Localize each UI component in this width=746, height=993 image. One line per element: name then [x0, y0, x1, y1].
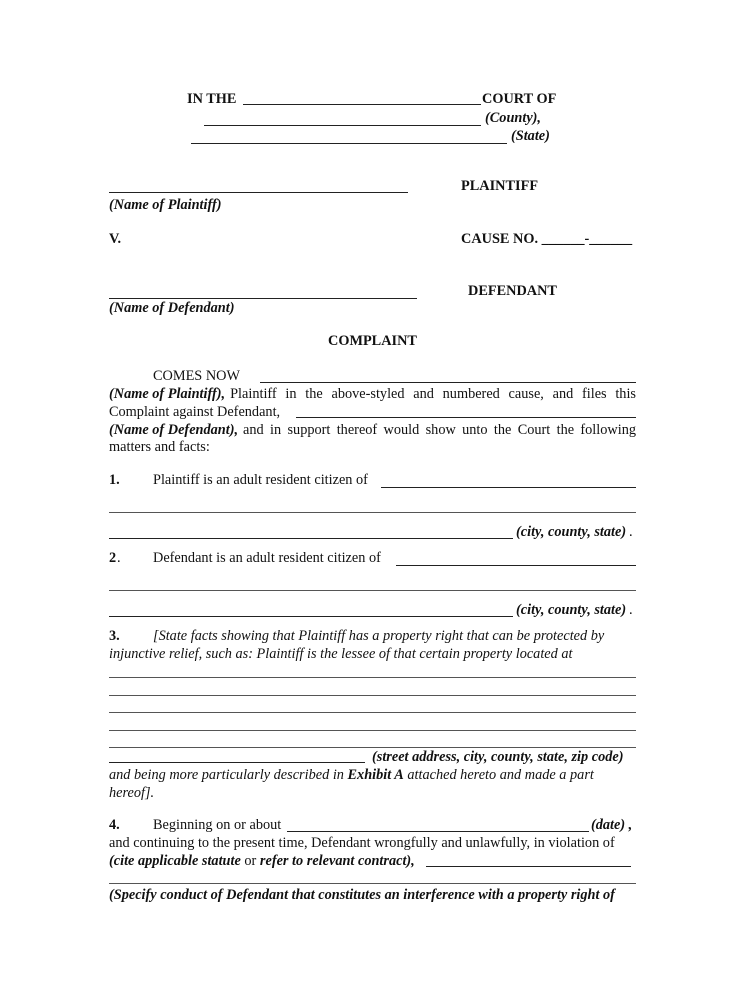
intro-name-of-defendant: (Name of Defendant),: [109, 422, 239, 438]
property-blank-1[interactable]: [109, 677, 636, 678]
date-blank[interactable]: [287, 831, 589, 832]
county-label: (County),: [485, 110, 542, 126]
defendant-against-blank[interactable]: [296, 417, 636, 418]
intro-line-4: [109, 421, 636, 439]
para-3-line-4: hereof].: [109, 785, 155, 801]
property-blank-3[interactable]: [109, 712, 636, 713]
cause-number: CAUSE NO. ______-______: [461, 231, 633, 247]
para-2-suffix: (city, county, state): [516, 602, 627, 618]
intro-name-of-plaintiff: (Name of Plaintiff),: [109, 386, 226, 402]
para-4-line-2: and continuing to the present time, Defendant wrongfully and unlawfully, in violation of: [109, 835, 615, 851]
exhibit-a-reference: Exhibit A: [347, 767, 404, 783]
para-1-period: .: [629, 524, 633, 540]
name-of-defendant-caption: (Name of Defendant): [109, 300, 235, 316]
plaintiff-residence-blank-2[interactable]: [109, 512, 636, 513]
intro-line-3-text: Complaint against Defendant,: [109, 404, 281, 420]
para-3-line-3: [109, 766, 594, 784]
para-4-date-comma: ,: [628, 817, 632, 833]
street-address-blank[interactable]: [109, 762, 365, 763]
plaintiff-label: PLAINTIFF: [461, 178, 539, 194]
intro-line-5-text: matters and facts:: [109, 439, 210, 455]
plaintiff-residence-blank-1[interactable]: [381, 487, 636, 488]
para-3-address-suffix: (street address, city, county, state, zip code): [372, 749, 624, 765]
para-1-text: Plaintiff is an adult resident citizen of: [153, 472, 368, 488]
defendant-residence-blank-3[interactable]: [109, 616, 513, 617]
para-4-line-3: [109, 852, 415, 870]
para-2-text: Defendant is an adult resident citizen of: [153, 550, 381, 566]
para-3-line-3-b: attached hereto and made a part: [407, 767, 594, 783]
court-name-blank[interactable]: [243, 104, 481, 105]
document-title: COMPLAINT: [328, 333, 417, 349]
in-the-label: IN THE: [187, 91, 237, 107]
para-4-cite-statute: (cite applicable statute: [109, 853, 241, 869]
para-4-refer-contract: refer to relevant contract),: [259, 853, 415, 869]
court-of-label: COURT OF: [482, 91, 557, 107]
para-4-number: 4.: [109, 817, 120, 833]
state-label: (State): [511, 128, 550, 144]
intro-line-4-text: and in support thereof would show unto the Court the following: [243, 422, 636, 438]
plaintiff-name-blank[interactable]: [109, 192, 408, 193]
para-2-period: .: [629, 602, 633, 618]
para-3-line-1: [State facts showing that Plaintiff has a property right that can be protected by: [153, 628, 605, 644]
para-3-number: 3.: [109, 628, 120, 644]
defendant-residence-blank-2[interactable]: [109, 590, 636, 591]
intro-line-2-text: Plaintiff in the above-styled and numbered cause, and files this: [230, 386, 636, 402]
statute-blank[interactable]: [426, 866, 631, 867]
versus-label: V.: [109, 231, 122, 247]
para-3-line-2: injunctive relief, such as: Plaintiff is the lessee of that certain property located at: [109, 646, 573, 662]
para-2-number: 2: [109, 550, 117, 566]
name-of-plaintiff-caption: (Name of Plaintiff): [109, 197, 222, 213]
county-blank[interactable]: [204, 125, 481, 126]
para-4-or: or: [244, 853, 257, 869]
property-blank-4[interactable]: [109, 730, 636, 731]
plaintiff-residence-blank-3[interactable]: [109, 538, 513, 539]
state-blank[interactable]: [191, 143, 507, 144]
para-1-suffix: (city, county, state): [516, 524, 627, 540]
para-2-number-dot: .: [117, 550, 121, 566]
para-1-number: 1.: [109, 472, 120, 488]
defendant-residence-blank-1[interactable]: [396, 565, 636, 566]
comes-now-blank[interactable]: [260, 382, 636, 383]
property-blank-2[interactable]: [109, 695, 636, 696]
conduct-blank[interactable]: [109, 883, 636, 884]
para-3-line-3-a: and being more particularly described in: [109, 767, 344, 783]
intro-line-2: [109, 385, 636, 403]
para-4-date-label: (date): [591, 817, 626, 833]
comes-now-text: COMES NOW: [153, 368, 240, 384]
para-4-text: Beginning on or about: [153, 817, 282, 833]
para-4-line-4: (Specify conduct of Defendant that constitutes an interference with a property right of: [109, 887, 615, 903]
defendant-label: DEFENDANT: [468, 283, 557, 299]
